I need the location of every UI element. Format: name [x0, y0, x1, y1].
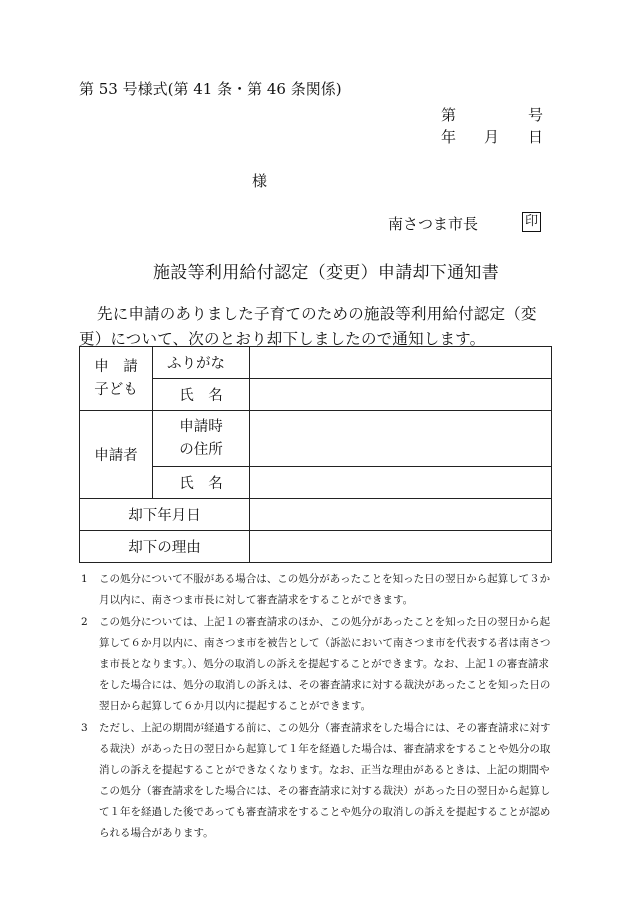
date-day-label: 日	[528, 128, 544, 146]
note-item: 1 この処分について不服がある場合は、この処分があったことを知った日の翌日から起算して３か月以内に、南さつま市長に対して審査請求をすることができます。	[81, 573, 551, 606]
table-row	[80, 347, 552, 379]
date-month-label: 月	[484, 128, 500, 146]
applicant-group-label: 申請者	[80, 411, 153, 499]
note-item: 3 ただし、上記の期間が経過する前に、この処分（審査請求をした場合には、その審査請求に対する裁決）があった日の翌日から起算して１年を経過した場合は、審査請求をすることや処分の取消しの訴えを提起することができなくなります。なお、正当な理由があるときは、上記の期間やこの処分（審査請求をした場合には、その審査請求に対する裁決）があった日の翌日から起算して１年を経過した後であっても審査請求をすることや処分の取消しの訴えを提起することが認められる場合があります。	[81, 722, 551, 839]
rejection-reason-label: 却下の理由	[80, 531, 250, 563]
document-title: 施設等利用給付認定（変更）申請却下通知書	[153, 263, 499, 283]
furigana-label: ふりがな	[153, 347, 250, 379]
furigana-value[interactable]	[250, 347, 552, 379]
application-table	[79, 346, 552, 563]
form-number: 第 53 号様式(第 41 条・第 46 条関係)	[79, 80, 342, 98]
table-row	[80, 531, 552, 563]
issuer-name: 南さつま市長	[388, 215, 479, 233]
child-name-label: 氏 名	[153, 379, 250, 411]
table-row	[80, 499, 552, 531]
child-group-label: 申 請 子ども	[80, 347, 153, 411]
intro-paragraph: 先に申請のありました子育てのための施設等利用給付認定（変更）について、次のとおり却下しましたので通知します。	[79, 305, 537, 348]
address-value[interactable]	[250, 411, 552, 467]
addressee-honorific: 様	[252, 172, 268, 190]
document-number-label: 第	[441, 106, 457, 124]
seal-stamp: 印	[522, 212, 541, 232]
date-year-label: 年	[441, 128, 457, 146]
rejection-reason-value[interactable]	[250, 531, 552, 563]
table-row	[80, 411, 552, 467]
address-label: 申請時 の住所	[153, 411, 250, 467]
child-name-value[interactable]	[250, 379, 552, 411]
document-number-suffix: 号	[528, 106, 544, 124]
applicant-name-label: 氏 名	[153, 467, 250, 499]
rejection-date-value[interactable]	[250, 499, 552, 531]
applicant-name-value[interactable]	[250, 467, 552, 499]
note-item: 2 この処分については、上記１の審査請求のほか、この処分があったことを知った日の翌日から起算して６か月以内に、南さつま市を被告として（訴訟において南さつま市を代表する者は南さつま市長となります。）、処分の取消しの訴えを提起することができます。なお、上記１の審査請求をした場合には、処分の取消しの訴えは、その審査請求に対する裁決があったことを知った日の翌日から起算して６か月以内に提起することができます。	[81, 616, 551, 712]
notes-section	[79, 569, 554, 845]
rejection-date-label: 却下年月日	[80, 499, 250, 531]
